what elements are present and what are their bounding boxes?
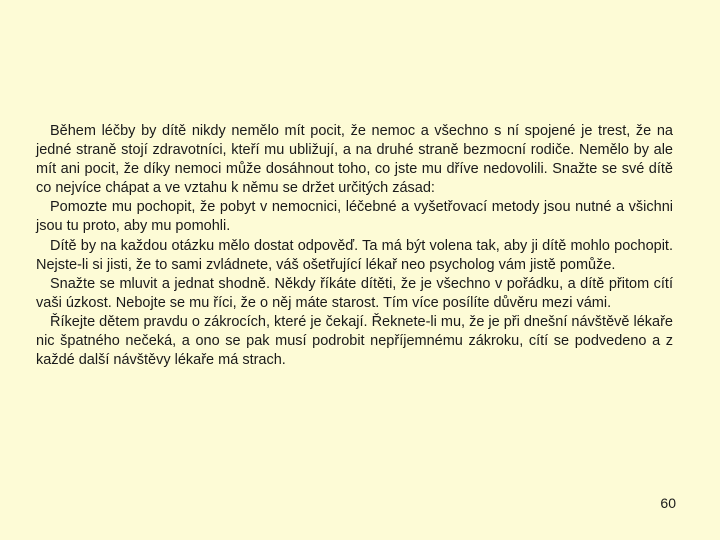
- body-text: [36, 122, 673, 370]
- paragraph: Snažte se mluvit a jednat shodně. Někdy říkáte dítěti, že je všechno v pořádku, a dítě přitom cítí vaši úzkost. Nebojte se mu říci, že o něj máte starost. Tím více posílíte důvěru mezi vámi.: [36, 275, 673, 311]
- page-number: 60: [660, 495, 676, 511]
- paragraph: Během léčby by dítě nikdy nemělo mít pocit, že nemoc a všechno s ní spojené je trest, že na jedné straně stojí zdravotníci, kteří mu ubližují, a na druhé straně bezmocní rodiče. Nemělo by ale mít ani pocit, že díky nemoci může dosáhnout toho, co jste mu dříve nedovolili. Snažte se své dítě co nejvíce chápat a ve vztahu k němu se držet určitých zásad:: [36, 123, 673, 197]
- paragraph: Pomozte mu pochopit, že pobyt v nemocnici, léčebné a vyšetřovací metody jsou nutné a všichni jsou tu proto, aby mu pomohli.: [36, 199, 673, 235]
- paragraph: Říkejte dětem pravdu o zákrocích, které je čekají. Řeknete-li mu, že je při dnešní návštěvě lékaře nic špatného nečeká, a ono se pak musí podrobit nepříjemnému zákroku, cítí se podvedeno a z každé další návštěvy lékaře má strach.: [36, 313, 673, 369]
- paragraph: Dítě by na každou otázku mělo dostat odpověď. Ta má být volena tak, aby ji dítě mohlo pochopit. Nejste-li si jisti, že to sami zvládnete, váš ošetřující lékař neo psycholog vám jistě pomůže.: [36, 237, 673, 273]
